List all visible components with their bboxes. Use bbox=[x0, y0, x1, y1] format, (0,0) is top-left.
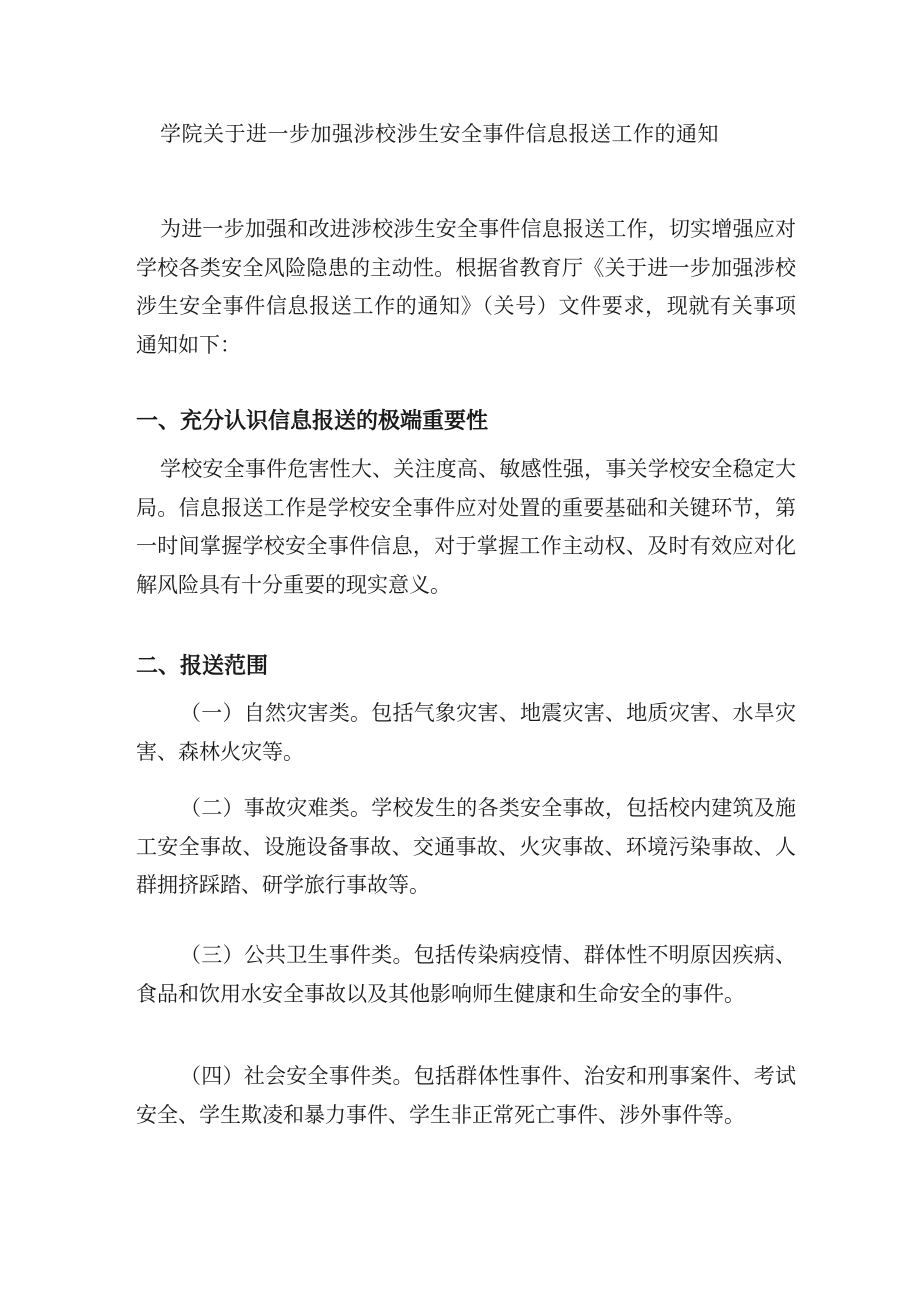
document-title: 学院关于进一步加强涉校涉生安全事件信息报送工作的通知 bbox=[160, 122, 719, 146]
section-1-body: 学校安全事件危害性大、关注度高、敏感性强，事关学校安全稳定大局。信息报送工作是学校安全事件应对处置的重要基础和关键环节，第一时间掌握学校安全事件信息，对于掌握工作主动权、及时有效应对化解风险具有十分重要的现实意义。 bbox=[136, 457, 796, 597]
intro-paragraph: 为进一步加强和改进涉校涉生安全事件信息报送工作，切实增强应对学校各类安全风险隐患的主动性。根据省教育厅《关于进一步加强涉校涉生安全事件信息报送工作的通知》（关号）文件要求，现就有关事项通知如下： bbox=[136, 217, 796, 357]
scope-item-natural-disasters: （一）自然灾害类。包括气象灾害、地震灾害、地质灾害、水旱灾害、森林火灾等。 bbox=[136, 701, 796, 764]
scope-item-accidents: （二）事故灾难类。学校发生的各类安全事故，包括校内建筑及施工安全事故、设施设备事故、交通事故、火灾事故、环境污染事故、人群拥挤踩踏、研学旅行事故等。 bbox=[136, 796, 796, 897]
scope-item-public-health: （三）公共卫生事件类。包括传染病疫情、群体性不明原因疾病、食品和饮用水安全事故以及其他影响师生健康和生命安全的事件。 bbox=[136, 943, 796, 1006]
section-2-heading: 二、报送范围 bbox=[136, 654, 269, 679]
section-1-heading: 一、充分认识信息报送的极端重要性 bbox=[136, 409, 489, 434]
scope-item-social-security: （四）社会安全事件类。包括群体性事件、治安和刑事案件、考试安全、学生欺凌和暴力事件、学生非正常死亡事件、涉外事件等。 bbox=[136, 1064, 796, 1127]
